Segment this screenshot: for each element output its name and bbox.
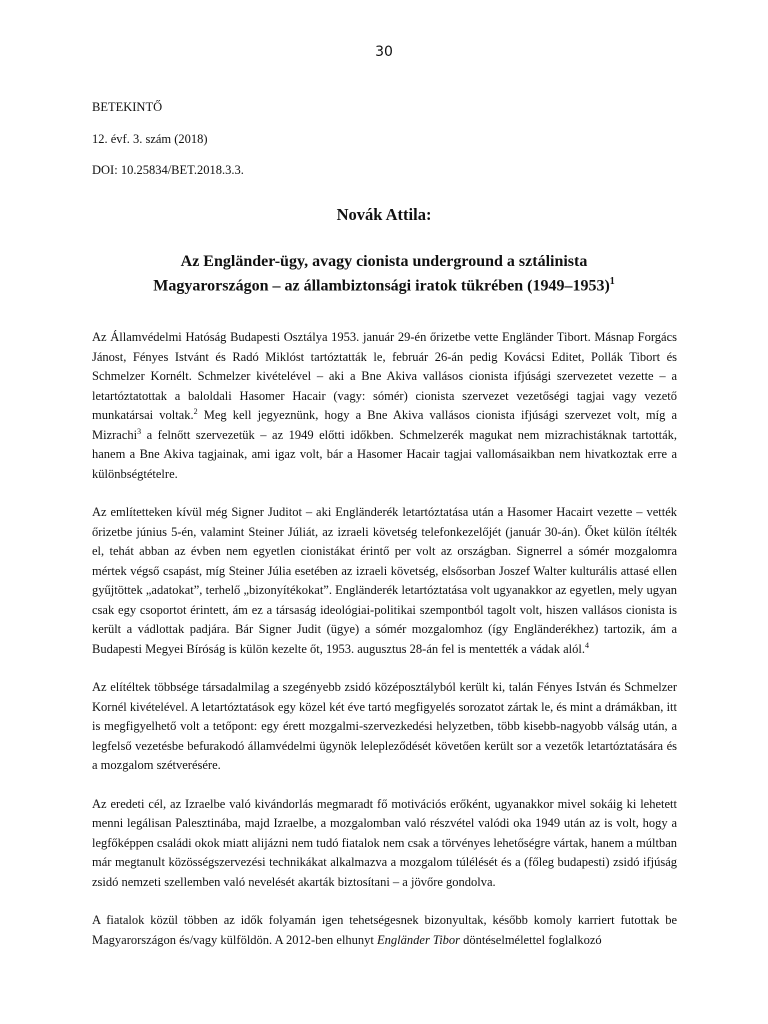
paragraph-5	[92, 911, 677, 950]
title-line-1: Az Engländer-ügy, avagy cionista underground a sztálinista	[180, 253, 588, 270]
title-line-2: Magyarországon – az állambiztonsági iratok tükrében (1949–1953)	[153, 277, 610, 295]
title-footnote-ref: 1	[609, 276, 615, 287]
p5-name-emphasis: Engländer Tibor	[377, 932, 461, 947]
footnote-ref-2: 2	[193, 406, 198, 416]
paragraph-1	[92, 328, 677, 484]
p1-text-b: Meg kell jegyeznünk, hogy a Bne Akiva vallásos cionista ifjúsági szervezet volt, míg a Mizrachi	[92, 408, 677, 442]
p1-text-a: Az Államvédelmi Hatóság Budapesti Osztálya 1953. január 29-én őrizetbe vette Engländer Tibort. Másnap Forgács Jánost, Fényes Istvánt és Radó Miklóst tartóztatták le, február 26-án pedig Kovácsi Editet, Pollák Tibort és Schmelzer Kornélt. Schmelzer kivételével – aki a Bne Akiva vallásos cionista ifjúsági szervezetet vezette – a letartóztatottak a baloldali Hasomer Hacair (vagy: sómér) cionista szervezet vezetőségi tagjai vagy vezető munkatársai voltak.	[92, 330, 677, 422]
doi: DOI: 10.25834/BET.2018.3.3.	[92, 163, 244, 177]
article-body	[92, 328, 677, 969]
article-title	[92, 252, 676, 296]
p5-text-a: A fiatalok közül többen az idők folyamán igen tehetségesnek bizonyultak, később komoly karriert futottak be Magyarországon és/vagy külföldön. A 2012-ben elhunyt	[92, 913, 677, 947]
author: Novák Attila:	[336, 205, 432, 224]
p1-text-c: a felnőtt szervezetük – az 1949 előtti időkben. Schmelzerék magukat nem mizrachistáknak tartották, hanem a Bne Akiva tagjainak, ami igaz volt, bár a Hasomer Hacair tagjai vallomásaikban nem hivatkoztak erre a különbségtételre.	[92, 427, 677, 481]
p2-text-a: Az említetteken kívül még Signer Juditot – aki Engländerék letartóztatása után a Hasomer Hacairt vezette – vették őrizetbe június 5-én, valamint Steiner Júliát, az izraeli követség telefonkezelőjét (január 30-án). Őket külön ítélték el, tehát abban az évben nem egyetlen cionistákat érintő per volt az országban. Signerrel a sómér mozgalomra mértek végső csapást, míg Steiner Júlia esetében az izraeli követség, elsősorban Joszef Walter kulturális attasé ellen gyűjtöttek „adatokat”, terhelő „bizonyítékokat”. Engländerék letartóztatása volt ugyanakkor az egyetlen, mely ugyan csak egy csoportot érintett, ám ez a társaság ideológiai-politikai szempontból tagolt volt, hiszen vallásos cionista is került a vádlottak padjára. Bár Signer Judit (ügye) a sómér mozgalomhoz (így Engländerékhez) tartozik, ám a Budapesti Megyei Bíróság is külön kezelte őt, 1953. augusztus 28-án fel is mentették a vádak alól.	[92, 505, 677, 656]
paragraph-4: Az eredeti cél, az Izraelbe való kivándorlás megmaradt fő motivációs erőként, ugyanakkor mivel sokáig ki lehetett menni legálisan Palesztinába, majd Izraelbe, a mozgalomban való részvétel valódi oka 1949 után az is volt, hogy a legfőképpen családi okok miatt alijázni nem tudó fiatalok nem csak a törvényes lehetőségre vártak, hanem a múltban már megtanult közösségszervezési technikákat alkalmazva a mozgalom túlélését és a (főleg budapesti) zsidó ifjúság zsidó nemzeti szellemben való nevelését akarták biztosítani – a jövőre gondolva.	[92, 796, 677, 889]
p5-text-b: döntéselmélettel foglalkozó	[460, 932, 602, 947]
page-number: 30	[375, 44, 393, 60]
footnote-ref-3: 3	[137, 426, 142, 436]
journal-name: BETEKINTŐ	[92, 100, 163, 114]
paragraph-3: Az elítéltek többsége társadalmilag a szegényebb zsidó középosztályból került ki, talán Fényes István és Schmelzer Kornél kivételével. A letartóztatások egy közel két éve tartó megfigyelés sorozatot zártak le, és mint a drámákban, itt is megfigyelhető volt a tetőpont: egy érett mozgalmi-szervezkedési helyzetben, több kisebb-nagyobb válság után, a legfelső vezetésbe befurakodó államvédelmi ügynök lelepleződését követően került sor a vezetők letartóztatására és a mozgalom szétverésére.	[92, 680, 677, 772]
paragraph-2	[92, 503, 677, 659]
journal-volume: 12. évf. 3. szám (2018)	[92, 132, 208, 146]
footnote-ref-4: 4	[584, 640, 589, 650]
